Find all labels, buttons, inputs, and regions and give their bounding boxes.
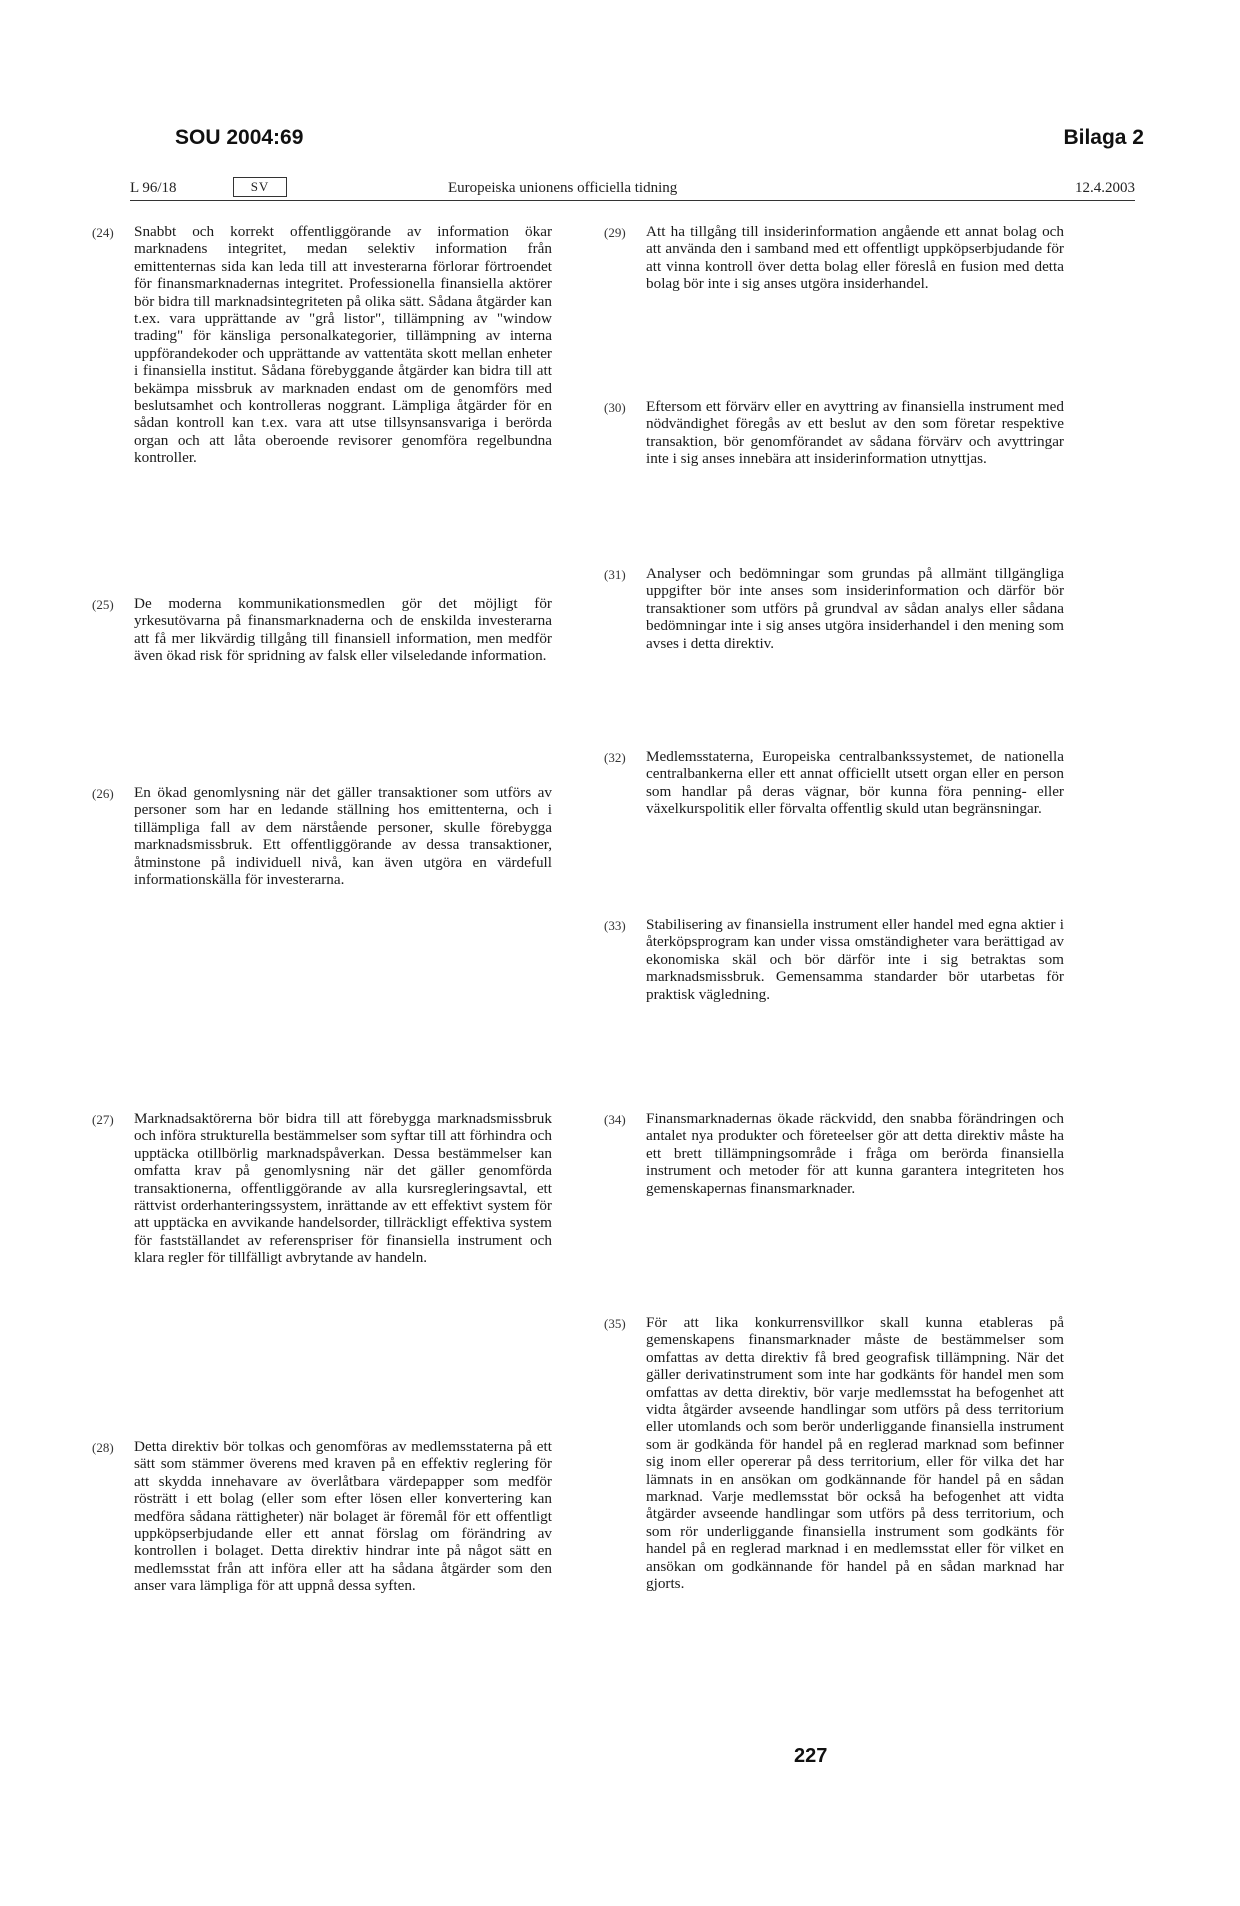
journal-header	[130, 177, 1135, 201]
report-reference: SOU 2004:69	[175, 126, 304, 149]
recital-number: (28)	[92, 1440, 114, 1455]
page-number: 227	[794, 1745, 828, 1767]
recital-number: (35)	[604, 1316, 626, 1331]
recital-text: Stabilisering av finansiella instrument eller handel med egna aktier i återköpsprogram kan under vissa omständigheter vara berättigad av ekonomiska skäl och bör därför inte i sig betraktas som marknadsmissbruk. Gemensamma standarder bör utarbetas för praktisk vägledning.	[646, 916, 1064, 1003]
recital-number: (24)	[92, 225, 114, 240]
recital-number: (32)	[604, 750, 626, 765]
journal-date: 12.4.2003	[1075, 180, 1135, 196]
recital-text: Snabbt och korrekt offentliggörande av information ökar marknadens integritet, medan selektiv information från emittenternas sida kan leda till att investerarna förlorar förtroendet för finansmarknadernas integritet. Professionella finansiella aktörer bör bidra till marknadsintegriteten på olika sätt. Sådana åtgärder kan t.ex. vara upprättande av "grå listor", tillämpning av "window trading" för känsliga personalkategorier, tillämpning av interna uppförandekoder och upprättande av vattentäta skott mellan enheter i finansiella institut. Sådana förebyggande åtgärder kan bidra till att bekämpa missbruk av marknaden endast om de genomförs med beslutsamhet och kontrolleras noggrant. Lämpliga åtgärder för en sådan kontroll kan t.ex. vara att utse tillsynsansvariga i berörda organ och att låta oberoende revisorer genomföra regelbundna kontroller.	[134, 223, 552, 467]
language-code-box: SV	[233, 177, 287, 197]
recital-text: Detta direktiv bör tolkas och genomföras av medlemsstaterna på ett sätt som stämmer överens med kraven på en effektiv reglering för att skydda innehavare av överlåtbara värdepapper som medför rösträtt i ett bolag (eller som efter lösen eller konvertering kan medföra sådana rättigheter) när bolaget är föremål för ett offentligt uppköpserbjudande eller ett annat förslag om förändring av kontrollen i bolaget. Detta direktiv hindrar inte på något sätt en medlemsstat från att införa eller att ha sådana åtgärder som den anser vara lämpliga för att uppnå dessa syften.	[134, 1438, 552, 1595]
journal-reference: L 96/18	[130, 180, 177, 196]
recital-text: Medlemsstaterna, Europeiska centralbankssystemet, de nationella centralbankerna eller ett annat officiellt utsett organ eller en person som handlar på deras vägnar, bör kunna föra penning- eller växelkurspolitik eller förvalta offentlig skuld utan begränsningar.	[646, 748, 1064, 818]
recital-text: Att ha tillgång till insiderinformation angående ett annat bolag och att använda den i samband med ett offentligt uppköpserbjudande för att vinna kontroll över detta bolag eller föreslå en fusion med detta bolag bör inte i sig anses utgöra insiderhandel.	[646, 223, 1064, 293]
appendix-label: Bilaga 2	[1063, 126, 1144, 149]
recital-text: För att lika konkurrensvillkor skall kunna etableras på gemenskapens finansmarknader måste de bestämmelser som omfattas av detta direktiv få bred geografisk tillämpning. När det gäller derivatinstrument som inte har godkänts för handel men som omfattas av detta direktiv, bör varje medlemsstat ha befogenhet att vidta åtgärder avseende handlingar som utförs på dess territorium eller utomlands och som berör underliggande finansiella instrument som är godkända för handel på en reglerad marknad som befinner sig inom eller opererar på dess territorium, eller för vilka det har lämnats in en ansökan om godkännande för handel på en sådan marknad. Varje medlemsstat bör också ha befogenhet att vidta åtgärder avseende handlingar som utförs på dess territorium, och som rör underliggande finansiella instrument som godkänts för handel på en reglerad marknad i en medlemsstat eller för vilket en ansökan om godkännande för handel på en sådan marknad har gjorts.	[646, 1314, 1064, 1593]
recital-number: (34)	[604, 1112, 626, 1127]
recital-number: (33)	[604, 918, 626, 933]
recital-number: (31)	[604, 567, 626, 582]
recital-text: Eftersom ett förvärv eller en avyttring av finansiella instrument med nödvändighet föregås av ett beslut av den som företar respektive transaktion, bör genomförandet av sådana förvärv och avyttringar inte i sig anses innebära att insiderinformation utnyttjas.	[646, 398, 1064, 468]
recital-text: De moderna kommunikationsmedlen gör det möjligt för yrkesutövarna på finansmarknaderna och de enskilda investerarna att få mer likvärdig tillgång till finansiell information, men medför även ökad risk för spridning av falsk eller vilseledande information.	[134, 595, 552, 665]
recital-number: (29)	[604, 225, 626, 240]
recital-text: Analyser och bedömningar som grundas på allmänt tillgängliga uppgifter bör inte anses som insiderinformation och därför bör transaktioner som utförs på grundval av sådan analys eller sådana bedömningar inte i sig anses utgöra insiderhandel i den mening som avses i detta direktiv.	[646, 565, 1064, 652]
recital-number: (30)	[604, 400, 626, 415]
recital-number: (25)	[92, 597, 114, 612]
recital-number: (26)	[92, 786, 114, 801]
recital-number: (27)	[92, 1112, 114, 1127]
header-rule	[130, 200, 1135, 201]
recital-text: Finansmarknadernas ökade räckvidd, den snabba förändringen och antalet nya produkter och företeelser gör att detta direktiv måste ha ett brett tillämpningsområde i fråga om berörda finansiella instrument och metoder för att kunna garantera integriteten hos gemenskapernas finansmarknader.	[646, 1110, 1064, 1197]
recital-text: En ökad genomlysning när det gäller transaktioner som utförs av personer som har en ledande ställning hos emittenterna, och i tillämpliga fall av dem närstående personer, skulle förebygga marknadsmissbruk. Ett offentliggörande av dessa transaktioner, åtminstone på individuell nivå, kan även utgöra en värdefull informationskälla för investerarna.	[134, 784, 552, 889]
recital-text: Marknadsaktörerna bör bidra till att förebygga marknadsmissbruk och införa strukturella bestämmelser som syftar till att förhindra och upptäcka otillbörlig marknadspåverkan. Dessa bestämmelser kan omfatta krav på genomlysning när det gäller genomförda transaktionerna, offentliggörande av alla kursregleringsavtal, ett rättvist orderhanteringssystem, inrättande av ett effektivt system för att upptäcka en avvikande handelsorder, tillräckligt effektiva system för fastställandet av referenspriser för finansiella instrument och klara regler för tillfälligt avbrytande av handeln.	[134, 1110, 552, 1267]
journal-title: Europeiska unionens officiella tidning	[448, 180, 678, 196]
